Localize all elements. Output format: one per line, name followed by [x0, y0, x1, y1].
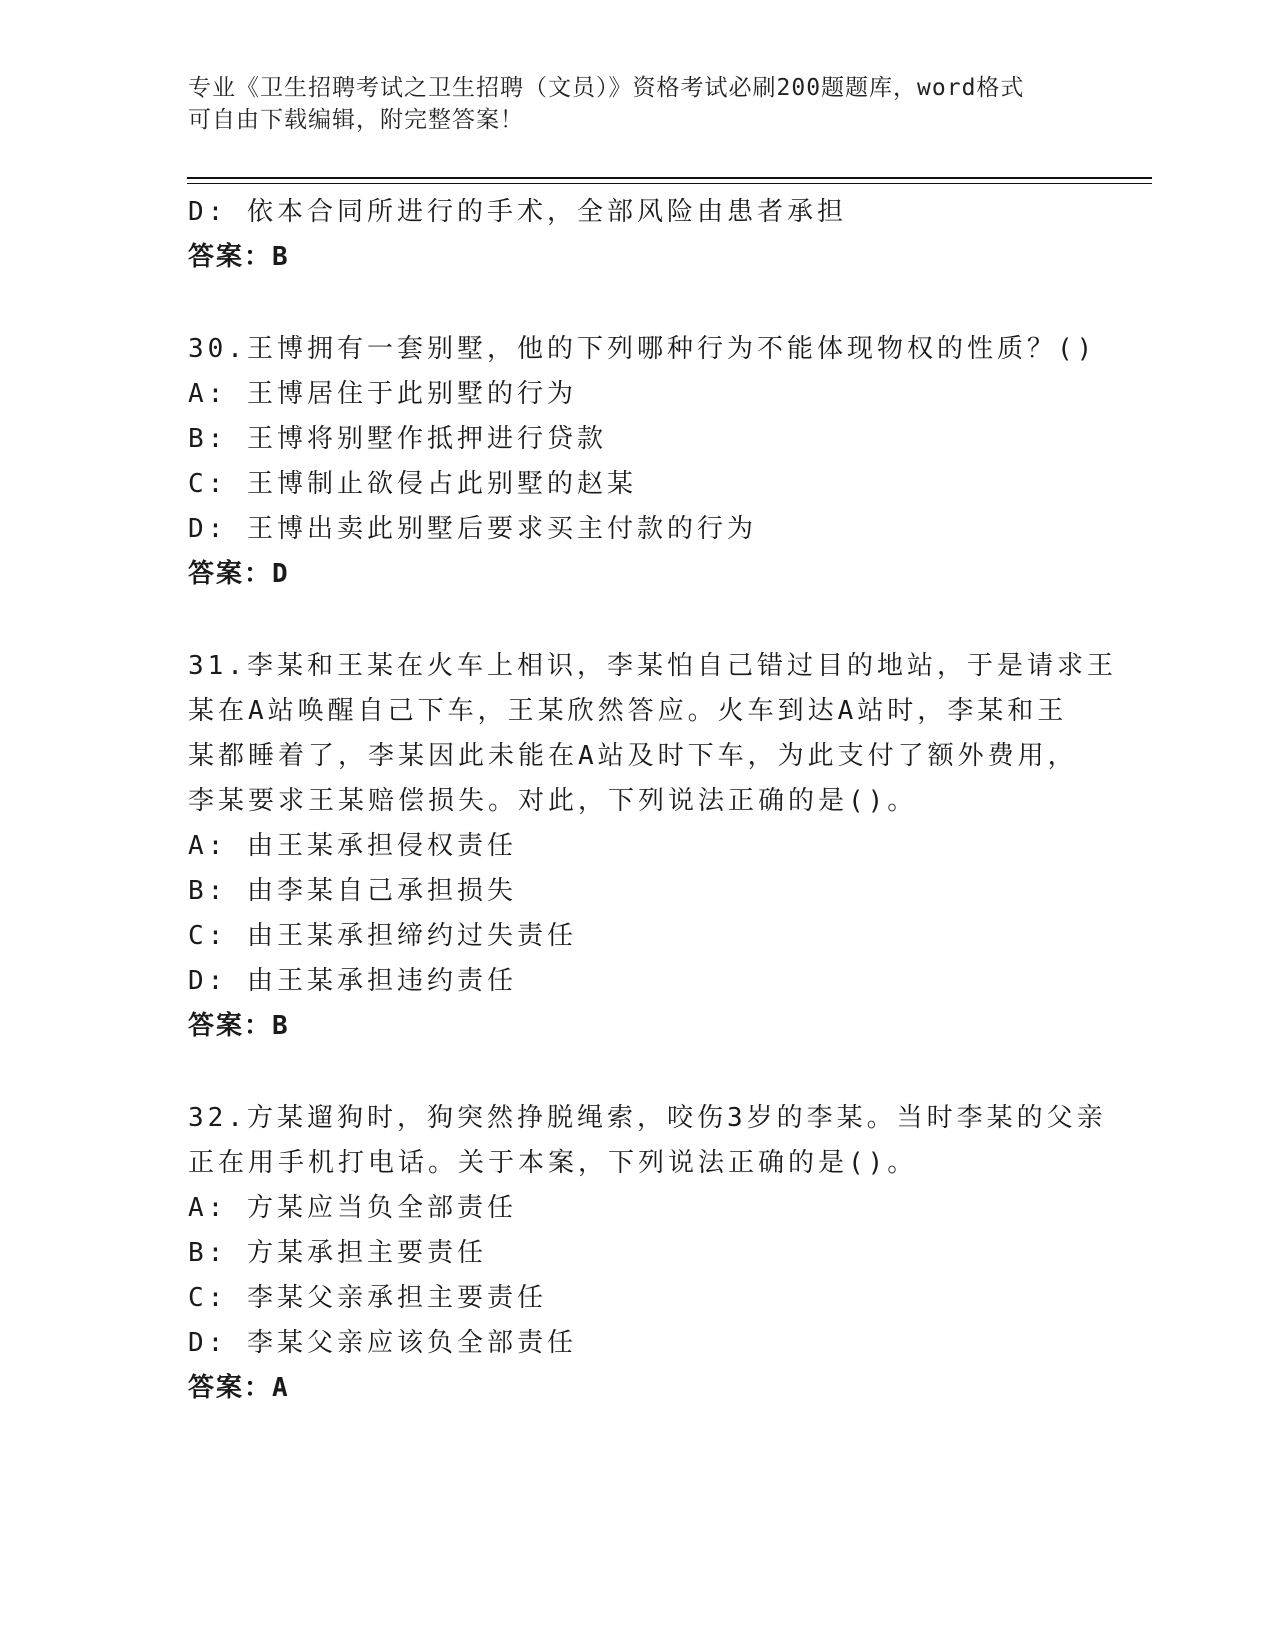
carryover-option-d: D: 依本合同所进行的手术，全部风险由患者承担 — [188, 197, 847, 227]
stem-line: 某在A站唤醒自己下车，王某欣然答应。火车到达A站时，李某和王 — [188, 696, 1068, 726]
stem-line: 32.方某遛狗时，狗突然挣脱绳索，咬伤3岁的李某。当时李某的父亲 — [188, 1103, 1107, 1133]
option-c: C: 由王某承担缔约过失责任 — [188, 921, 577, 951]
question-stem — [188, 1096, 1108, 1186]
option-a: A: 由王某承担侵权责任 — [188, 831, 517, 861]
page-header — [188, 72, 1068, 136]
option-a: A: 王博居住于此别墅的行为 — [188, 379, 577, 409]
option-b: B: 王博将别墅作抵押进行贷款 — [188, 424, 607, 454]
header-line-2: 可自由下载编辑，附完整答案！ — [188, 107, 524, 133]
header-line-1: 专业《卫生招聘考试之卫生招聘（文员）》资格考试必刷200题题库，word格式 — [188, 75, 1025, 101]
option-d: D: 王博出卖此别墅后要求买主付款的行为 — [188, 514, 757, 544]
question-stem — [188, 327, 1108, 372]
question-list — [188, 190, 1117, 1411]
header-rule-thick — [187, 177, 1152, 179]
stem-line: 31.李某和王某在火车上相识，李某怕自己错过目的地站，于是请求王 — [188, 651, 1117, 681]
answer-line: 答案：B — [188, 1011, 290, 1041]
carryover-answer: 答案：B — [188, 242, 290, 272]
stem-line: 30.王博拥有一套别墅，他的下列哪种行为不能体现物权的性质？() — [188, 334, 1097, 364]
option-b: B: 方某承担主要责任 — [188, 1238, 487, 1268]
stem-line: 正在用手机打电话。关于本案，下列说法正确的是()。 — [188, 1148, 918, 1178]
answer-line: 答案：A — [188, 1373, 290, 1403]
stem-line: 某都睡着了，李某因此未能在A站及时下车，为此支付了额外费用， — [188, 741, 1078, 771]
question-32 — [188, 1096, 1108, 1411]
option-c: C: 李某父亲承担主要责任 — [188, 1283, 547, 1313]
answer-line: 答案：D — [188, 559, 290, 589]
option-a: A: 方某应当负全部责任 — [188, 1193, 517, 1223]
option-d: D: 由王某承担违约责任 — [188, 966, 517, 996]
question-stem — [188, 644, 1117, 824]
header-rule-thin — [187, 183, 1152, 184]
stem-line: 李某要求王某赔偿损失。对此，下列说法正确的是()。 — [188, 786, 918, 816]
option-d: D: 李某父亲应该负全部责任 — [188, 1328, 577, 1358]
question-30 — [188, 327, 1108, 597]
option-c: C: 王博制止欲侵占此别墅的赵某 — [188, 469, 637, 499]
option-b: B: 由李某自己承担损失 — [188, 876, 517, 906]
question-31 — [188, 644, 1117, 1049]
